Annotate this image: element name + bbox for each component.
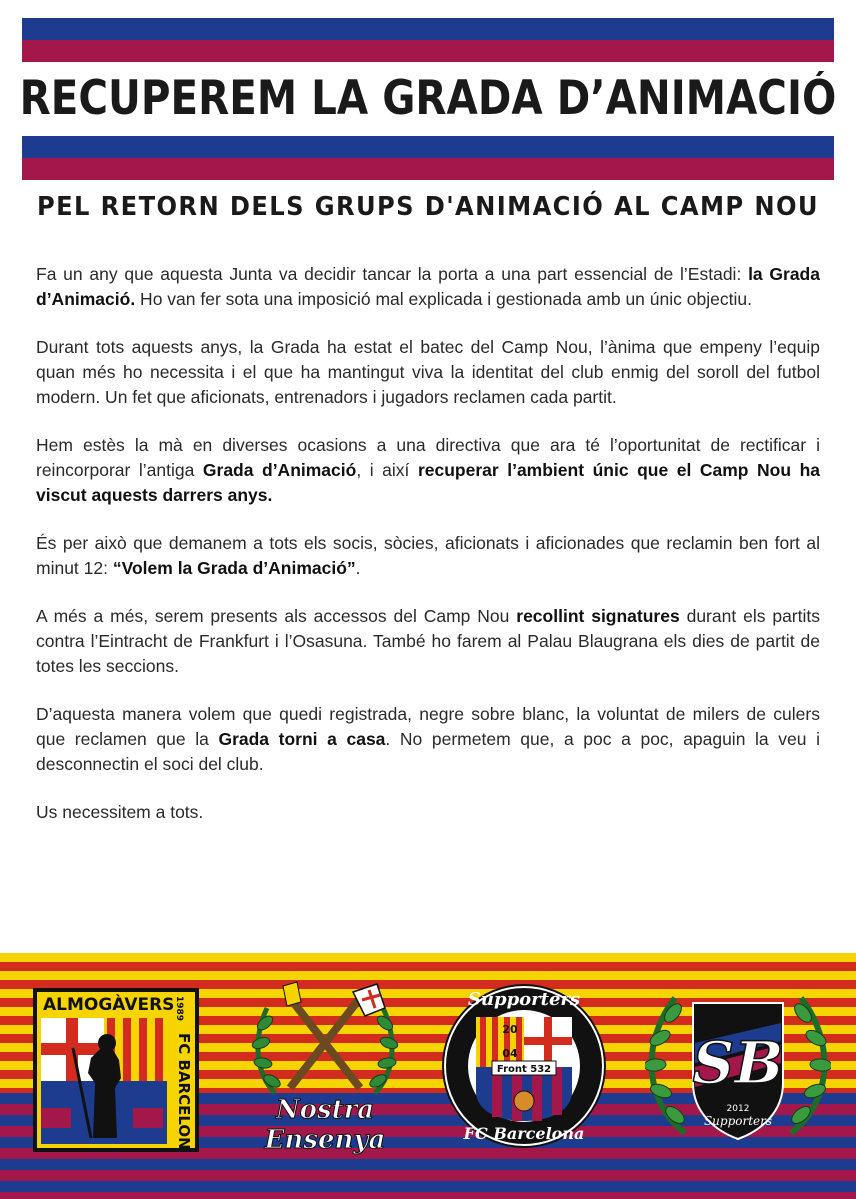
emphasis-text: Grada torni a casa <box>218 729 386 749</box>
ensenya-text: Ensenya <box>264 1125 386 1155</box>
paragraph-text: Hem estès la mà en diverses ocasions a una directiva que ara té l’oportunitat de rectificar i reincorporar l’antiga <box>36 435 820 480</box>
emphasis-text: recollint signatures <box>516 606 680 626</box>
supporters-bottom-text: FC Barcelona <box>463 1124 585 1143</box>
manifesto-body <box>36 262 820 848</box>
emphasis-text: Grada d’Animació <box>202 460 357 480</box>
supporters-front-text: Front 532 <box>496 1064 552 1075</box>
paragraph-text: És per això que demanem a tots els socis, sòcies, aficionats i aficionades que reclamin ben fort al minut 12: <box>36 533 820 578</box>
supporters-year-bottom: 04 <box>502 1047 518 1060</box>
sb-year-text: 2012 <box>726 1104 750 1114</box>
paragraph-text: , i així <box>356 460 418 480</box>
page-title: RECUPEREM LA GRADA D’ANIMACIÓ <box>19 70 837 126</box>
supporters-fcb-logo <box>440 981 608 1151</box>
sb-monogram-text: SB <box>692 1029 784 1097</box>
sb-supporters-logo <box>645 983 831 1153</box>
header-stripe-garnet-top <box>22 40 834 62</box>
body-paragraph <box>36 531 820 581</box>
body-paragraph <box>36 262 820 312</box>
paragraph-text: durant els partits contra l’Eintracht de Frankfurt i l’Osasuna. També ho farem al Palau Blaugrana els dies de partit de totes les seccions. <box>36 606 820 676</box>
nostra-ensenya-logo <box>245 978 405 1158</box>
almogavers-year-text: 1989 <box>174 996 184 1022</box>
page-subtitle: PEL RETORN DELS GRUPS D'ANIMACIÓ AL CAMP NOU <box>37 192 819 222</box>
body-paragraph <box>36 335 820 410</box>
almogavers-club-text: FC BARCELONA <box>175 1033 193 1152</box>
paragraph-text: A més a més, serem presents als accessos del Camp Nou <box>36 606 517 626</box>
body-paragraph <box>36 702 820 777</box>
almogavers-name-text: ALMOGÀVERS <box>43 995 175 1015</box>
body-paragraph <box>36 800 820 825</box>
body-paragraph <box>36 433 820 508</box>
paragraph-text: Fa un any que aquesta Junta va decidir tancar la porta a una part essencial de l’Estadi: <box>36 264 749 284</box>
supporters-top-text: Supporters <box>467 989 581 1010</box>
paragraph-text: Us necessitem a tots. <box>36 802 204 822</box>
paragraph-text: Durant tots aquests anys, la Grada ha estat el batec del Camp Nou, l’ànima que empeny l’equip quan més ho necessita i el que ha mantingut viva la identitat del club enmig del soroll del futbol modern. Un fet que aficionats, entrenadors i jugadors reclamen cada partit. <box>36 337 820 407</box>
nostra-text: Nostra <box>275 1095 375 1125</box>
body-paragraph <box>36 604 820 679</box>
emphasis-text: “Volem la Grada d’Animació” <box>112 558 356 578</box>
header-stripe-blue-bottom <box>22 136 834 158</box>
sb-label-text: Supporters <box>703 1114 773 1128</box>
paragraph-text: . <box>355 558 361 578</box>
almogavers-logo <box>33 988 199 1152</box>
header-stripe-blue-top <box>22 18 834 40</box>
paragraph-text: Ho van fer sota una imposició mal explicada i gestionada amb un únic objectiu. <box>135 289 752 309</box>
paragraph-text: . No permetem que, a poc a poc, apaguin la veu i desconnectin el soci del club. <box>36 729 820 774</box>
footer-banner <box>0 953 856 1199</box>
header-stripe-garnet-bottom <box>22 158 834 180</box>
emphasis-text: la Grada d’Animació. <box>36 264 820 309</box>
emphasis-text: recuperar l’ambient únic que el Camp Nou ha viscut aquests darrers anys. <box>36 460 821 505</box>
paragraph-text: D’aquesta manera volem que quedi registrada, negre sobre blanc, la voluntat de milers de culers que reclamen que la <box>36 704 820 749</box>
supporters-year-top: 20 <box>502 1023 518 1036</box>
